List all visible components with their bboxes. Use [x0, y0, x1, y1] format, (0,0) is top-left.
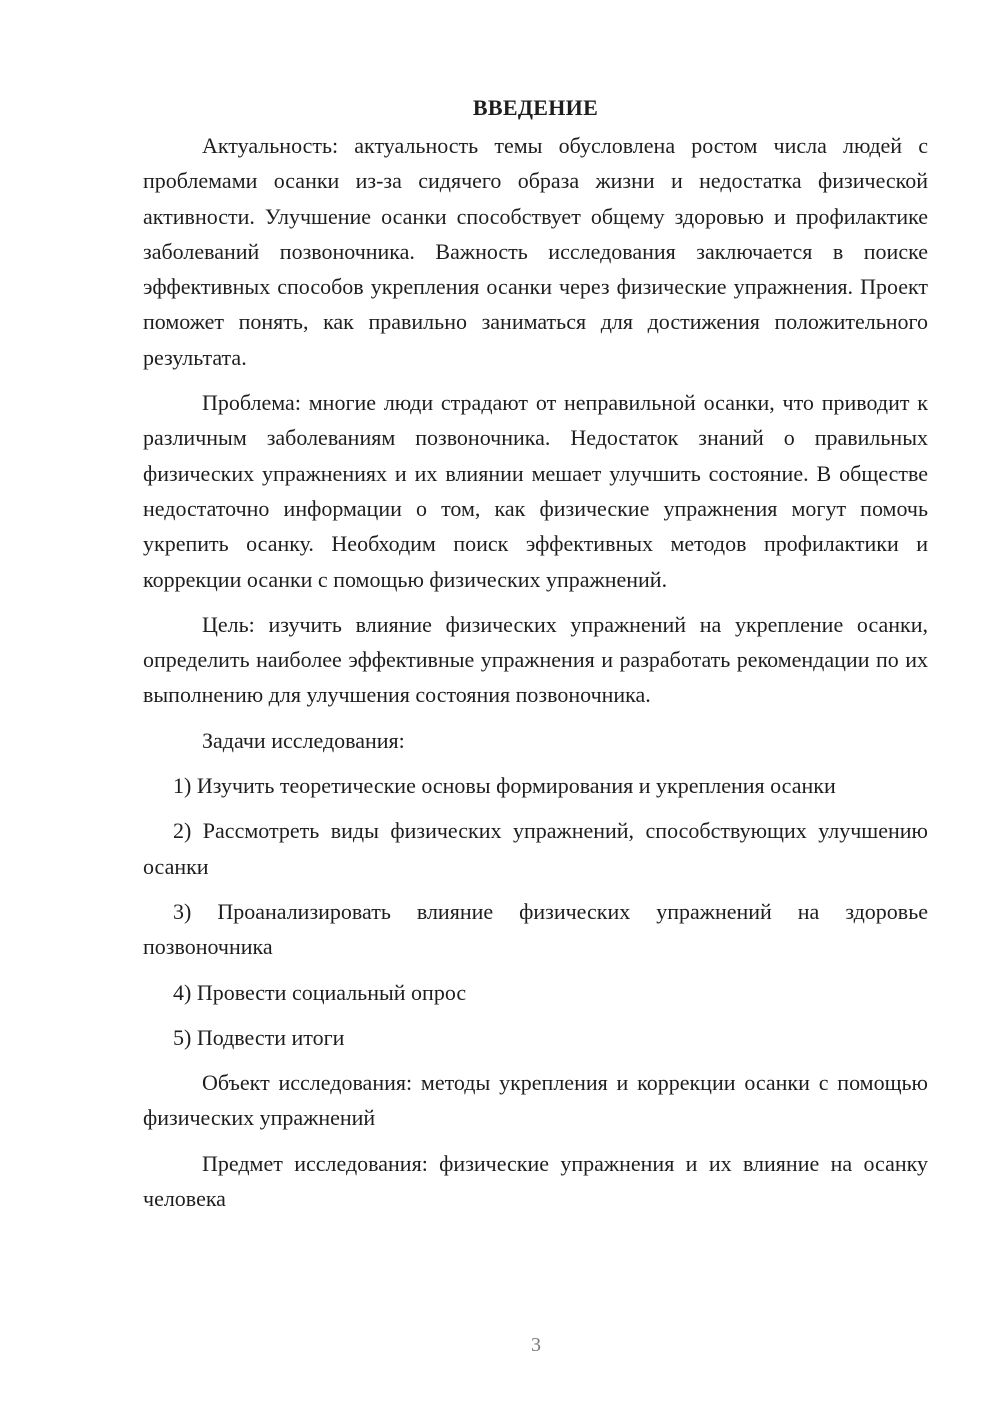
- task-item-4: 4) Провести социальный опрос: [173, 979, 467, 1005]
- paragraph-object: Объект исследования: методы укрепления и коррекции осанки с помощью физических упражнений: [143, 1070, 928, 1131]
- task-item-3: 3) Проанализировать влияние физических упражнений на здоровье позвоночника: [143, 898, 928, 960]
- task-item-5: 5) Подвести итоги: [173, 1024, 345, 1050]
- paragraph-relevance: Актуальность: актуальность темы обусловлена ростом числа людей с проблемами осанки из-за сидячего образа жизни и недостатка физической активности. Улучшение осанки способствует общему здоровью и профилактике заболеваний позвоночника. Важность исследования заключается в поиске эффективных способов укрепления осанки через физические упражнения. Проект поможет понять, как правильно заниматься для достижения положительного результата.: [143, 133, 928, 370]
- task-item-2: 2) Рассмотреть виды физических упражнений, способствующих улучшению осанки: [143, 818, 928, 879]
- tasks-heading: Задачи исследования:: [202, 727, 405, 753]
- paragraph-goal: Цель: изучить влияние физических упражнений на укрепление осанки, определить наиболее эффективные упражнения и разработать рекомендации по их выполнению для улучшения состояния позвоночника.: [143, 611, 928, 708]
- paragraph-subject: Предмет исследования: физические упражнения и их влияние на осанку человека: [143, 1150, 928, 1212]
- page-number: 3: [531, 1334, 541, 1356]
- task-item-1: 1) Изучить теоретические основы формирования и укрепления осанки: [173, 773, 836, 799]
- document-page: [143, 90, 928, 1226]
- paragraph-problem: Проблема: многие люди страдают от неправильной осанки, что приводит к различным заболеваниям позвоночника. Недостаток знаний о правильных физических упражнениях и их влиянии мешает улучшить состояние. В обществе недостаточно информации о том, как физические упражнения могут помочь укрепить осанку. Необходим поиск эффективных методов профилактики и коррекции осанки с помощью физических упражнений.: [143, 390, 928, 592]
- page-title: ВВЕДЕНИЕ: [472, 95, 599, 120]
